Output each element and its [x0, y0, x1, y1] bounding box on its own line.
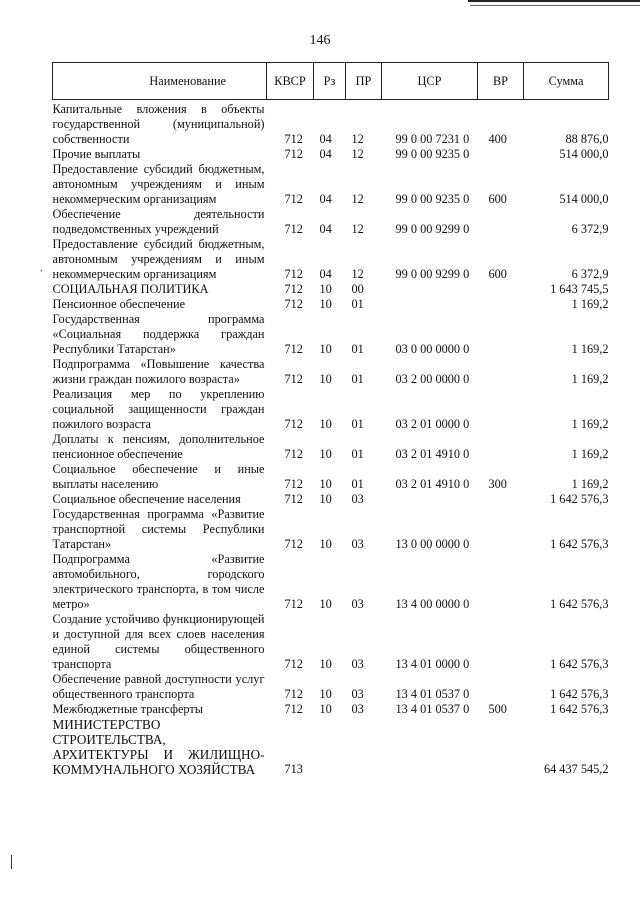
table-row [53, 282, 609, 297]
cell-sum: 1 169,2 [571, 342, 609, 356]
cell-kvsr: 712 [284, 477, 303, 491]
cell-pr: 01 [351, 297, 364, 311]
cell-pr: 12 [351, 132, 364, 146]
cell-kvsr: 712 [284, 657, 303, 671]
cell-sum: 6 372,9 [571, 267, 609, 281]
cell-rz: 10 [319, 537, 332, 551]
cell-vr [478, 312, 524, 357]
cell-csr: 03 2 01 4910 0 [395, 477, 470, 491]
cell-pr: 03 [351, 597, 364, 611]
cell-sum: 1 642 576,3 [550, 702, 609, 716]
cell-rz: 10 [319, 657, 332, 671]
table-row [53, 492, 609, 507]
table-row [53, 147, 609, 162]
cell-csr: 03 2 01 4910 0 [395, 447, 470, 461]
cell-csr: 13 4 01 0000 0 [395, 657, 470, 671]
cell-name: Социальное обеспечение населения [52, 492, 241, 506]
cell-vr [478, 612, 524, 672]
cell-pr: 00 [351, 282, 364, 296]
header-kvsr: КВСР [267, 63, 314, 100]
cell-pr: 01 [351, 372, 364, 386]
cell-csr: 03 2 00 0000 0 [395, 372, 470, 386]
cell-kvsr: 712 [284, 702, 303, 716]
table-row [53, 672, 609, 702]
table-header-row [53, 63, 609, 100]
cell-kvsr: 712 [284, 132, 303, 146]
cell-rz: 04 [319, 132, 332, 146]
cell-name: Подпрограмма «Повышение качества жизни граждан пожилого возраста» [52, 357, 265, 386]
cell-name: СОЦИАЛЬНАЯ ПОЛИТИКА [52, 282, 209, 296]
cell-vr [478, 432, 524, 462]
cell-vr [478, 207, 524, 237]
cell-rz [314, 717, 346, 777]
cell-kvsr: 712 [284, 492, 303, 506]
cell-vr [478, 387, 524, 432]
cell-sum: 1 169,2 [571, 447, 609, 461]
cell-vr [478, 552, 524, 612]
cell-sum: 514 000,0 [559, 192, 609, 206]
page-number: 146 [309, 33, 331, 48]
cell-name: Доплаты к пенсиям, дополнительное пенсионное обеспечение [52, 432, 265, 461]
cell-rz: 10 [319, 447, 332, 461]
cell-name: Социальное обеспечение и иные выплаты населению [52, 462, 265, 491]
header-name: Наименование [53, 63, 267, 100]
cell-rz: 10 [319, 597, 332, 611]
cell-csr: 99 0 00 9299 0 [395, 267, 470, 281]
cell-vr: 600 [488, 192, 507, 206]
cell-pr: 01 [351, 342, 364, 356]
top-rule [468, 0, 640, 2]
cell-sum: 514 000,0 [559, 147, 609, 161]
cell-rz: 10 [319, 372, 332, 386]
cell-sum: 88 876,0 [565, 132, 609, 146]
table-row [53, 462, 609, 492]
cell-pr: 03 [351, 687, 364, 701]
table-row [53, 237, 609, 282]
cell-csr: 03 2 01 0000 0 [395, 417, 470, 431]
cell-sum: 1 642 576,3 [550, 492, 609, 506]
cell-name: Предоставление субсидий бюджетным, автономным учреждениям и иным некоммерческим организациям [52, 162, 265, 206]
budget-table [52, 62, 609, 777]
cell-sum: 1 642 576,3 [550, 597, 609, 611]
cell-vr: 400 [488, 132, 507, 146]
cell-csr: 99 0 00 9299 0 [395, 222, 470, 236]
cell-kvsr: 712 [284, 192, 303, 206]
table-row [53, 717, 609, 777]
cell-pr: 12 [351, 222, 364, 236]
cell-kvsr: 712 [284, 222, 303, 236]
cell-pr [346, 717, 382, 777]
cell-vr [478, 672, 524, 702]
cell-name: Обеспечение равной доступности услуг общественного транспорта [52, 672, 265, 701]
margin-mark: , [36, 263, 45, 274]
cell-csr: 13 4 00 0000 0 [395, 597, 470, 611]
cell-pr: 12 [351, 267, 364, 281]
cell-rz: 10 [319, 687, 332, 701]
header-csr: ЦСР [382, 63, 478, 100]
cell-rz: 04 [319, 192, 332, 206]
cell-csr [382, 717, 478, 777]
table-row [53, 612, 609, 672]
cell-name: Предоставление субсидий бюджетным, автономным учреждениям и иным некоммерческим организациям [52, 237, 265, 281]
top-rule-secondary [470, 5, 640, 6]
cell-vr [478, 297, 524, 312]
cell-name: Создание устойчиво функционирующей и доступной для всех слоев населения единой системы общественного транспорта [52, 612, 265, 671]
table-body [53, 100, 609, 778]
table-row [53, 297, 609, 312]
cell-pr: 03 [351, 492, 364, 506]
margin-bar [11, 855, 12, 869]
header-sum: Сумма [524, 63, 609, 100]
cell-name: Пенсионное обеспечение [52, 297, 186, 311]
cell-kvsr: 712 [284, 372, 303, 386]
cell-sum: 1 643 745,5 [550, 282, 609, 296]
cell-rz: 10 [319, 297, 332, 311]
cell-csr [382, 492, 478, 507]
cell-pr: 12 [351, 147, 364, 161]
cell-kvsr: 712 [284, 537, 303, 551]
cell-name: Обеспечение деятельности подведомственных учреждений [52, 207, 265, 236]
cell-csr [382, 297, 478, 312]
table-row [53, 100, 609, 148]
cell-rz: 10 [319, 477, 332, 491]
cell-csr [382, 282, 478, 297]
cell-kvsr: 712 [284, 282, 303, 296]
cell-csr: 99 0 00 9235 0 [395, 147, 470, 161]
cell-rz: 10 [319, 282, 332, 296]
cell-sum: 64 437 545,2 [543, 762, 609, 776]
cell-pr: 03 [351, 657, 364, 671]
cell-name: Государственная программа «Социальная поддержка граждан Республики Татарстан» [52, 312, 265, 356]
table-row [53, 207, 609, 237]
cell-kvsr: 712 [284, 687, 303, 701]
cell-name: Межбюджетные трансферты [52, 702, 204, 716]
cell-pr: 12 [351, 192, 364, 206]
cell-name: Подпрограмма «Развитие автомобильного, городского электрического транспорта, в том числе метро» [52, 552, 265, 611]
cell-rz: 10 [319, 342, 332, 356]
cell-kvsr: 712 [284, 417, 303, 431]
cell-rz: 10 [319, 492, 332, 506]
cell-csr: 03 0 00 0000 0 [395, 342, 470, 356]
cell-sum: 1 642 576,3 [550, 687, 609, 701]
cell-name: МИНИСТЕРСТВО СТРОИТЕЛЬСТВА, АРХИТЕКТУРЫ И ЖИЛИЩНО-КОММУНАЛЬНОГО ХОЗЯЙСТВА [52, 717, 265, 777]
cell-kvsr: 713 [284, 762, 303, 776]
cell-sum: 1 169,2 [571, 417, 609, 431]
cell-csr: 99 0 00 9235 0 [395, 192, 470, 206]
table-row [53, 432, 609, 462]
cell-vr: 300 [488, 477, 507, 491]
cell-sum: 1 169,2 [571, 372, 609, 386]
table-row [53, 387, 609, 432]
cell-csr: 13 0 00 0000 0 [395, 537, 470, 551]
cell-name: Прочие выплаты [52, 147, 141, 161]
cell-kvsr: 712 [284, 297, 303, 311]
cell-name: Капитальные вложения в объекты государственной (муниципальной) собственности [52, 102, 265, 146]
cell-pr: 01 [351, 447, 364, 461]
cell-sum: 6 372,9 [571, 222, 609, 236]
cell-csr: 13 4 01 0537 0 [395, 702, 470, 716]
cell-sum: 1 169,2 [571, 297, 609, 311]
table-row [53, 552, 609, 612]
table-row [53, 357, 609, 387]
cell-vr: 600 [488, 267, 507, 281]
cell-vr: 500 [488, 702, 507, 716]
cell-vr [478, 507, 524, 552]
cell-rz: 04 [319, 267, 332, 281]
cell-sum: 1 642 576,3 [550, 537, 609, 551]
cell-name: Реализация мер по укреплению социальной защищенности граждан пожилого возраста [52, 387, 265, 431]
cell-kvsr: 712 [284, 342, 303, 356]
cell-rz: 04 [319, 147, 332, 161]
cell-sum: 1 169,2 [571, 477, 609, 491]
table-row [53, 312, 609, 357]
header-rz: Рз [314, 63, 346, 100]
cell-pr: 01 [351, 477, 364, 491]
cell-kvsr: 712 [284, 597, 303, 611]
cell-csr: 99 0 00 7231 0 [395, 132, 470, 146]
table-row [53, 162, 609, 207]
cell-kvsr: 712 [284, 267, 303, 281]
cell-vr [478, 492, 524, 507]
header-vr: ВР [478, 63, 524, 100]
table-row [53, 702, 609, 717]
cell-csr: 13 4 01 0537 0 [395, 687, 470, 701]
cell-rz: 10 [319, 417, 332, 431]
cell-rz: 04 [319, 222, 332, 236]
table-row [53, 507, 609, 552]
cell-sum: 1 642 576,3 [550, 657, 609, 671]
cell-vr [478, 717, 524, 777]
cell-vr [478, 282, 524, 297]
cell-pr: 03 [351, 702, 364, 716]
cell-kvsr: 712 [284, 147, 303, 161]
cell-vr [478, 357, 524, 387]
header-pr: ПР [346, 63, 382, 100]
cell-name: Государственная программа «Развитие транспортной системы Республики Татарстан» [52, 507, 265, 551]
cell-kvsr: 712 [284, 447, 303, 461]
cell-pr: 01 [351, 417, 364, 431]
cell-vr [478, 147, 524, 162]
cell-rz: 10 [319, 702, 332, 716]
cell-pr: 03 [351, 537, 364, 551]
